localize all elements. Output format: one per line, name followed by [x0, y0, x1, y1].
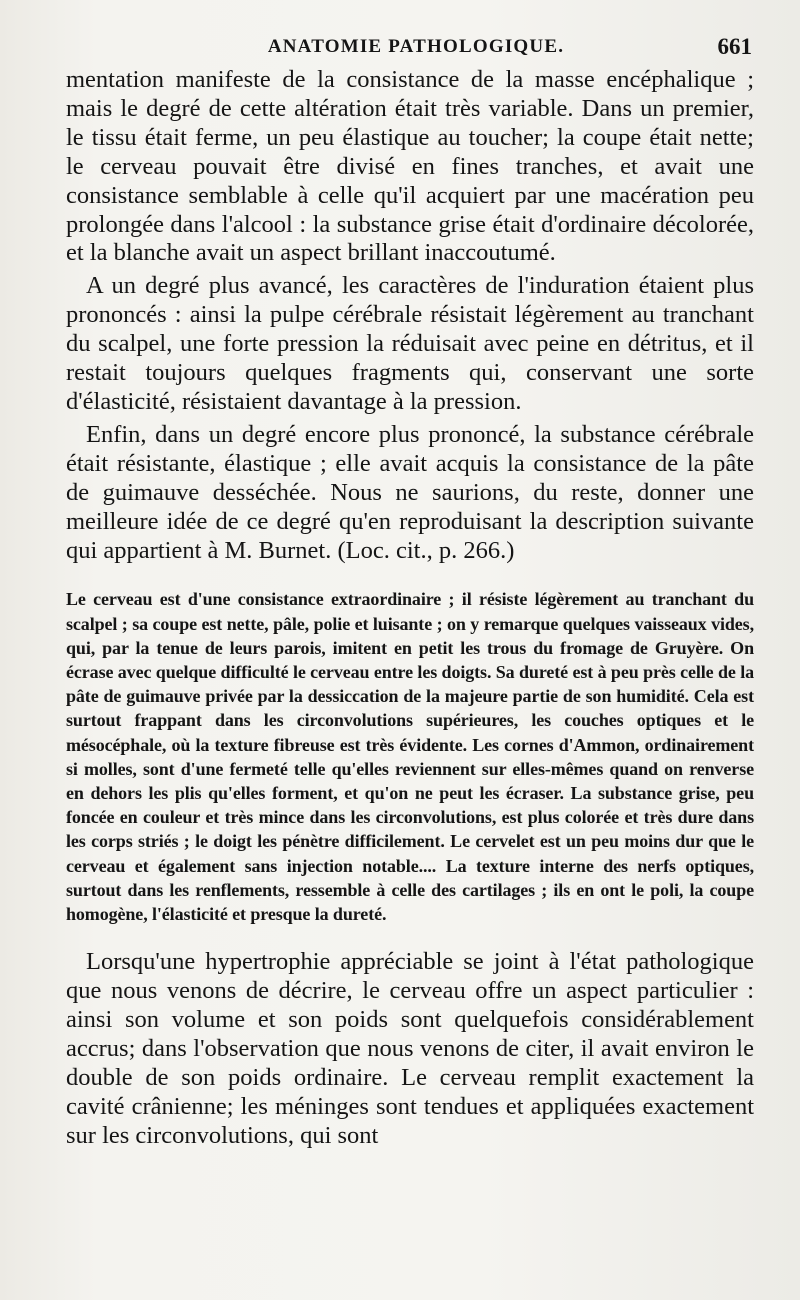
paragraph-continuation: mentation manifeste de la consistance de la masse encéphalique ; mais le degré de cette altération était très variable. Dans un premier, le tissu était ferme, un peu élastique au toucher; la coupe était nette; le cerveau pouvait être divisé en fines tranches, et avait une consistance semblable à celle qu'il acquiert par une macération peu prolongée dans l'alcool : la substance grise était d'ordinaire décolorée, et la blanche avait un aspect brillant inaccoutumé.: [66, 66, 754, 267]
page-number: 661: [717, 34, 752, 59]
paragraph-hypertrophy: Lorsqu'une hypertrophie appréciable se joint à l'état pathologique que nous venons de décrire, le cerveau offre un aspect particulier : ainsi son volume et son poids sont quelquefois considérablement accrus; dans l'observation que nous venons de citer, il avait environ le double de son poids ordinaire. Le cerveau remplit exactement la cavité crânienne; les méninges sont tendues et appliquées exactement sur les circonvolutions, qui sont: [66, 948, 754, 1149]
paragraph-pronounced-degree: Enfin, dans un degré encore plus prononcé, la substance cérébrale était résistante, élastique ; elle avait acquis la consistance de la pâte de guimauve desséchée. Nous ne saurions, du reste, donner une meilleure idée de ce degré qu'en reproduisant la description suivante qui appartient à M. Burnet. (Loc. cit., p. 266.): [66, 420, 754, 564]
page-header: [66, 36, 766, 64]
body-text: [66, 66, 754, 1151]
paragraph-advanced-degree: A un degré plus avancé, les caractères de l'induration étaient plus prononcés : ainsi la pulpe cérébrale résistait légèrement au tranchant du scalpel, une forte pression la réduisait avec peine en détritus, et il restait toujours quelques fragments qui, conservant une sorte d'élasticité, résistaient davantage à la pression.: [66, 272, 754, 415]
block-quotation: Le cerveau est d'une consistance extraordinaire ; il résiste légèrement au tranchant du scalpel ; sa coupe est nette, pâle, polie et luisante ; on y remarque quelques vaisseaux vides, qui, par la tenue de leurs parois, imitent en petit les trous du fromage de Gruyère. On écrase avec quelque difficulté le cerveau entre les doigts. Sa dureté est à peu près celle de la pâte de guimauve privée par la dessiccation de la majeure partie de son humidité. Cela est surtout frappant dans les circonvolutions supérieures, les couches optiques et le mésocéphale, où la texture fibreuse est très évidente. Les cornes d'Ammon, ordinairement si molles, sont d'une fermeté telle qu'elles reviennent sur elles-mêmes quand on renverse en dehors les plis qu'elles forment, et qu'on ne peut les écraser. La substance grise, peu foncée en couleur et très mince dans les circonvolutions, est plus colorée et très dure dans les corps striés ; le doigt les pénètre difficilement. Le cervelet est un peu moins dur que le cerveau et également sans injection notable.... La texture interne des nerfs optiques, surtout dans les renflements, ressemble à celle des cartilages ; ils en ont le poli, la coupe homogène, l'élasticité et presque la dureté.: [66, 589, 754, 925]
running-head: ANATOMIE PATHOLOGIQUE.: [267, 36, 565, 57]
